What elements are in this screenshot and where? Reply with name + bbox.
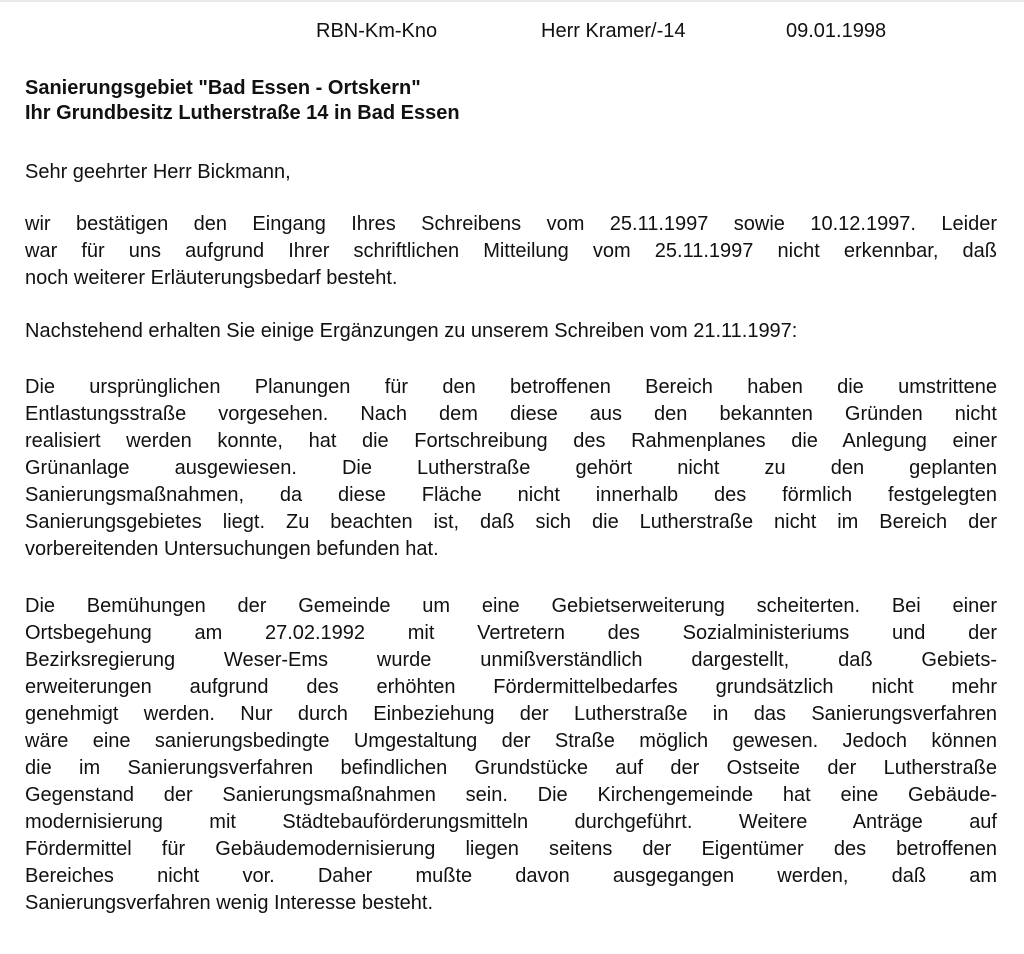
paragraph-line: die im Sanierungsverfahren befindlichen Grundstücke auf der Ostseite der Lutherstraße bbox=[25, 757, 997, 779]
paragraph-line: genehmigt werden. Nur durch Einbeziehung der Lutherstraße in das Sanierungsverfahren bbox=[25, 703, 997, 725]
paragraph-2 bbox=[25, 318, 997, 345]
paragraph-line: Gegenstand der Sanierungsmaßnahmen sein. Die Kirchengemeinde hat eine Gebäude- bbox=[25, 784, 997, 806]
paragraph-line: Bezirksregierung Weser-Ems wurde unmißverständlich dargestellt, daß Gebiets- bbox=[25, 649, 997, 671]
reference-code: RBN-Km-Kno bbox=[316, 20, 438, 42]
paragraph-line: Fördermittel für Gebäudemodernisierung liegen seitens der Eigentümer des betroffenen bbox=[25, 838, 997, 860]
paragraph-line: Sanierungsverfahren wenig Interesse besteht. bbox=[25, 892, 434, 914]
paragraph-line: wäre eine sanierungsbedingte Umgestaltung der Straße möglich gewesen. Jedoch können bbox=[25, 730, 997, 752]
letter-date: 09.01.1998 bbox=[786, 20, 887, 42]
paragraph-line: Sanierungsmaßnahmen, da diese Fläche nicht innerhalb des förmlich festgelegten bbox=[25, 484, 997, 506]
paragraph-line: Die Bemühungen der Gemeinde um eine Gebietserweiterung scheiterten. Bei einer bbox=[25, 595, 997, 617]
paragraph-line: realisiert werden konnte, hat die Fortschreibung des Rahmenplanes die Anlegung einer bbox=[25, 430, 997, 452]
scan-edge bbox=[0, 0, 1024, 2]
paragraph-1 bbox=[25, 211, 997, 292]
paragraph-line: Die ursprünglichen Planungen für den betroffenen Bereich haben die umstrittene bbox=[25, 376, 997, 398]
paragraph-line: Grünanlage ausgewiesen. Die Lutherstraße gehört nicht zu den geplanten bbox=[25, 457, 997, 479]
paragraph-line: Sanierungsgebietes liegt. Zu beachten ist, daß sich die Lutherstraße nicht im Bereich der bbox=[25, 511, 997, 533]
paragraph-line: Nachstehend erhalten Sie einige Ergänzungen zu unserem Schreiben vom 21.11.1997: bbox=[25, 320, 798, 342]
paragraph-line: Bereiches nicht vor. Daher mußte davon ausgegangen werden, daß am bbox=[25, 865, 997, 887]
contact-person: Herr Kramer/-14 bbox=[541, 20, 686, 42]
paragraph-line: modernisierung mit Städtebauförderungsmitteln durchgeführt. Weitere Anträge auf bbox=[25, 811, 997, 833]
paragraph-line: wir bestätigen den Eingang Ihres Schreibens vom 25.11.1997 sowie 10.12.1997. Leider bbox=[25, 213, 997, 235]
salutation: Sehr geehrter Herr Bickmann, bbox=[25, 161, 291, 183]
subject-block bbox=[25, 76, 460, 126]
subject-line-2: Ihr Grundbesitz Lutherstraße 14 in Bad Essen bbox=[25, 102, 460, 124]
paragraph-line: vorbereitenden Untersuchungen befunden hat. bbox=[25, 538, 439, 560]
paragraph-3 bbox=[25, 374, 997, 563]
paragraph-line: war für uns aufgrund Ihrer schriftlichen Mitteilung vom 25.11.1997 nicht erkennbar, daß bbox=[25, 240, 997, 262]
paragraph-line: Ortsbegehung am 27.02.1992 mit Vertretern des Sozialministeriums und der bbox=[25, 622, 997, 644]
subject-line-1: Sanierungsgebiet "Bad Essen - Ortskern" bbox=[25, 77, 421, 99]
paragraph-line: erweiterungen aufgrund des erhöhten Fördermittelbedarfes grundsätzlich nicht mehr bbox=[25, 676, 997, 698]
paragraph-line: noch weiterer Erläuterungsbedarf besteht. bbox=[25, 267, 398, 289]
paragraph-line: Entlastungsstraße vorgesehen. Nach dem diese aus den bekannten Gründen nicht bbox=[25, 403, 997, 425]
paragraph-4 bbox=[25, 593, 997, 917]
